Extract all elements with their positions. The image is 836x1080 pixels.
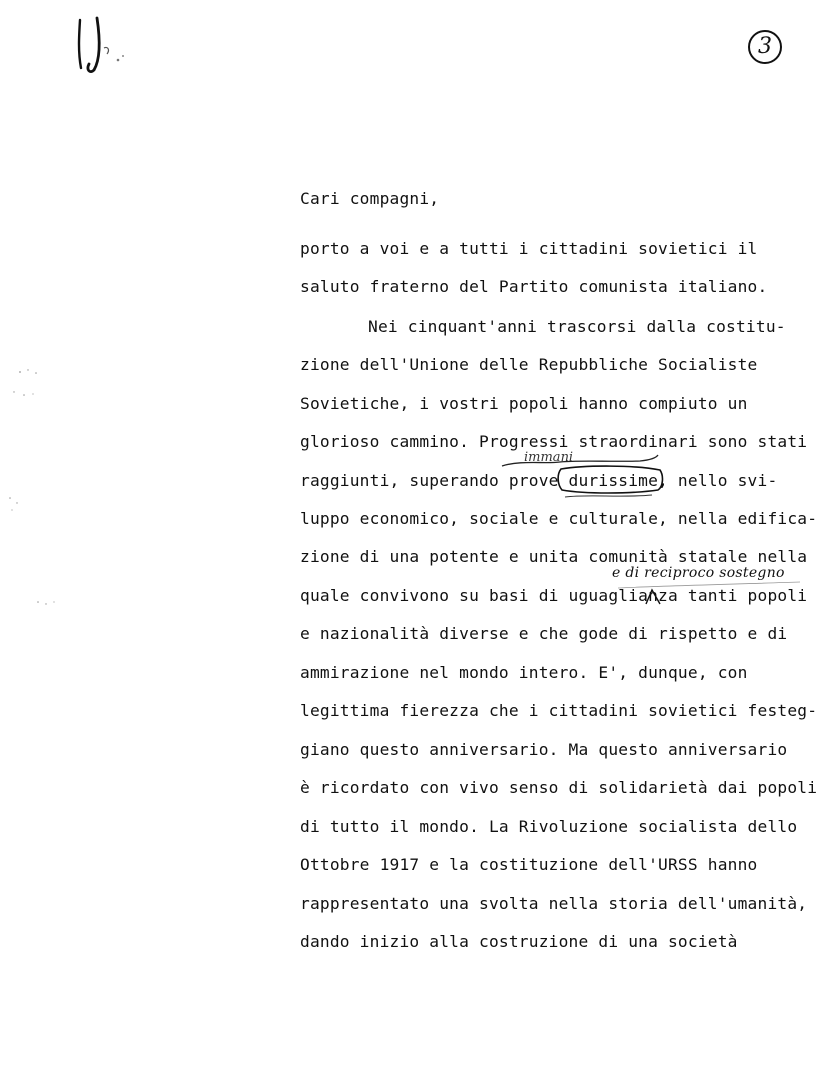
handwritten-insert: e di reciproco sostegno bbox=[612, 565, 785, 581]
text-line: glorioso cammino. Progressi straordinari sono stati bbox=[300, 432, 808, 451]
text-line: Sovietiche, i vostri popoli hanno compiuto un bbox=[300, 394, 748, 413]
text-line: di tutto il mondo. La Rivoluzione socialista dello bbox=[300, 817, 798, 836]
text-line: zione dell'Unione delle Repubbliche Socialiste bbox=[300, 355, 758, 374]
text-line: quale convivono su basi di uguaglianza tanti popoli bbox=[300, 586, 808, 605]
handwritten-mark-icon bbox=[70, 8, 140, 78]
text-line: raggiunti, superando prove durissime, nello svi- bbox=[300, 471, 778, 490]
handwritten-above-text: immani bbox=[524, 450, 574, 465]
text-line: rappresentato una svolta nella storia dell'umanità, bbox=[300, 894, 808, 913]
scan-specks bbox=[0, 340, 70, 640]
text-line: legittima fierezza che i cittadini sovietici festeg- bbox=[300, 701, 818, 720]
page-number: 3 bbox=[748, 30, 782, 64]
text-line: luppo economico, sociale e culturale, nella edifica- bbox=[300, 509, 818, 528]
text-line: dando inizio alla costruzione di una società bbox=[300, 932, 738, 951]
text-line: ammirazione nel mondo intero. E', dunque, con bbox=[300, 663, 748, 682]
greeting: Cari compagni, bbox=[300, 189, 440, 208]
text-line: e nazionalità diverse e che gode di rispetto e di bbox=[300, 624, 788, 643]
text-line: Nei cinquant'anni trascorsi dalla costitu- bbox=[368, 317, 786, 336]
text-line: porto a voi e a tutti i cittadini sovietici il bbox=[300, 239, 758, 258]
text-line: Ottobre 1917 e la costituzione dell'URSS hanno bbox=[300, 855, 758, 874]
text-line: saluto fraterno del Partito comunista italiano. bbox=[300, 277, 768, 296]
text-line: giano questo anniversario. Ma questo anniversario bbox=[300, 740, 788, 759]
text-line: è ricordato con vivo senso di solidarietà dai popoli bbox=[300, 778, 818, 797]
text-line: zione di una potente e unita comunità statale nella bbox=[300, 547, 808, 566]
